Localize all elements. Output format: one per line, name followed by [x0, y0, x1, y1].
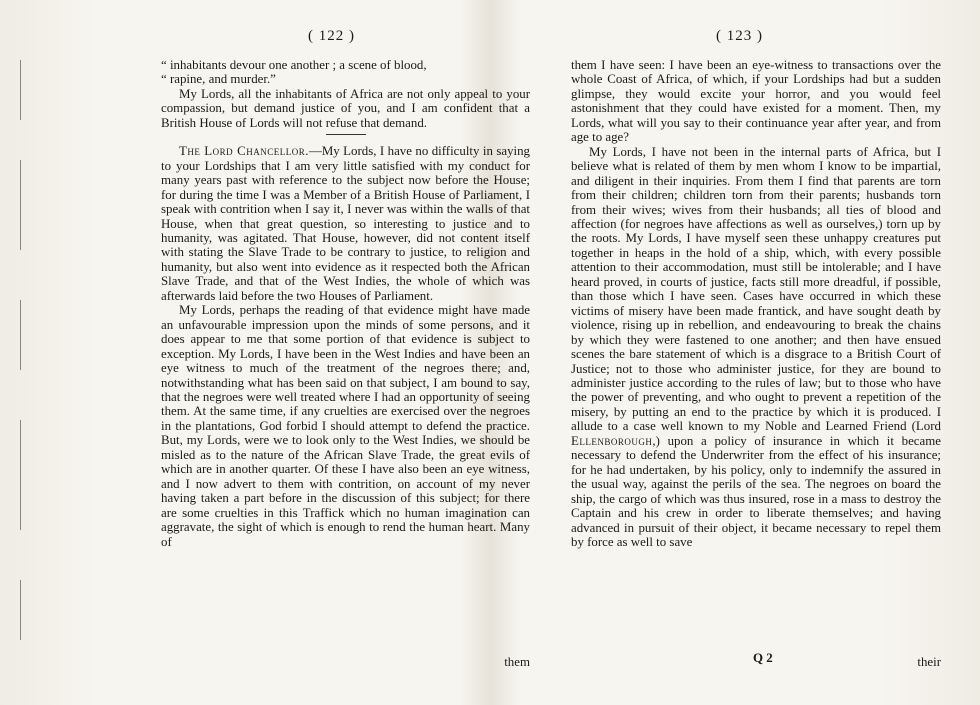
paragraph-internal — [571, 145, 941, 550]
paragraph-chancellor-text: —My Lords, I have no difficulty in saying to your Lordships that I am very little satisfied with my conduct for many years past with reference to the subject now before the House; for during the time I was a Member of a British House of Parliament, I speak with contrition when I say it, I never was within the walls of that House, when that great question, so interesting to justice and to humanity, was agitated. That House, however, did not content itself with stating the Slave Trade to be contrary to justice, to religion and humanity, but also went into evidence as it respected both the African Slave Trade, and that of the West Indies, the whole of which was afterwards laid before the two Houses of Parliament. — [161, 144, 530, 303]
paragraph-chancellor — [161, 144, 530, 303]
left-catchword: them — [504, 655, 530, 669]
section-divider — [326, 134, 366, 135]
paragraph-continue: them I have seen: I have been an eye-witness to transactions over the whole Coast of Africa, of which, if your Lordships had but a sudden glimpse, they would excite your horror, and you would feel astonishment that they could have existed for a moment. Then, my Lords, what will you say to their continuance year after year, and from age to age? — [571, 58, 941, 145]
right-catchword: their — [917, 655, 941, 669]
right-page-number: ( 123 ) — [716, 28, 763, 44]
quote-line-2: “ rapine, and murder.” — [161, 72, 276, 87]
paragraph-appeal: My Lords, all the inhabitants of Africa are not only appeal to your compassion, but demand justice of you, and I am confident that a British House of Lords will not refuse that demand. — [161, 86, 530, 130]
paragraph-internal-end: ,) upon a policy of insurance in which it became necessary to defend the Underwriter from the effect of his insurance; for he had undertaken, by his policy, only to indemnify the assured in the usual way, against the perils of the sea. The negroes on board the ship, the cargo of which was thus insured, rose in a mass to destroy the Captain and his crew in order to liberate themselves; and having advanced in pursuit of their object, it became necessary to repel them by force as well to save — [571, 433, 941, 549]
right-page-footer — [571, 651, 941, 667]
paragraph-evidence: My Lords, perhaps the reading of that evidence might have made an unfavourable impression upon the minds of some persons, and it does appear to me that some portion of that evidence is subject to exception. My Lords, I have been in the West Indies and have been an eye witness to much of the treatment of the negroes there; and, notwithstanding what has been said on that subject, I am bound to say, that the negroes were well treated where I had an opportunity of seeing them. At the same time, if any cruelties are exercised over the negroes in the plantations, God forbid I should attempt to defend the practice. But, my Lords, were we to look only to the West Indies, we should be misled as to the nature of the African Slave Trade, the great evils of which are in another quarter. Of these I have also been an eye witness, and I now advert to them with contrition, on account of my never having taken a part before in the discussion of this subject; for there are some cruelties in this Traffick which no human imagination can aggravate, the sight of which is enough to rend the human heart. Many of — [161, 303, 530, 549]
right-page-text — [571, 58, 941, 549]
binding-edge — [6, 40, 46, 680]
speaker-name: The Lord Chancellor. — [179, 144, 309, 159]
left-page-text — [161, 58, 530, 549]
lord-name: Ellenborough — [571, 433, 653, 448]
quote-line-1: “ inhabitants devour one another ; a scene of blood, — [161, 58, 427, 72]
paragraph-internal-text: My Lords, I have not been in the internal parts of Africa, but I believe what is related of them by men whom I know to be impartial, and diligent in their inquiries. From them I find that parents are torn from their children; children torn from their parents; husbands torn from their wives; wives from their husbands; all ties of blood and affection (for negroes have affections as well as ourselves,) torn up by the roots. My Lords, I have myself seen these unhappy creatures put together in heaps in the hold of a ship, which, with every possible attention to their accommodation, must still be intolerable; and I have heard proved, in courts of justice, facts still more dreadful, if possible, than those which I have seen. Cases have occurred in which these victims of misery have been made frantick, and have sought death by violence, rising up in rebellion, and endeavouring to break the chains by which they were fastened to one another; and then have ensued scenes the bare statement of which is a disgrace to a British Court of Justice; not to those who administer justice, for they are bound to administer justice according to the rules of law; but to those who have the power of preventing, and who ought to prevent a repetition of the misery, by putting an end to the practice by which it is produced. I allude to a case well known to my Noble and Learned Friend (Lord — [571, 144, 941, 434]
left-page-number: ( 122 ) — [308, 28, 355, 44]
signature-mark: Q 2 — [753, 651, 773, 665]
